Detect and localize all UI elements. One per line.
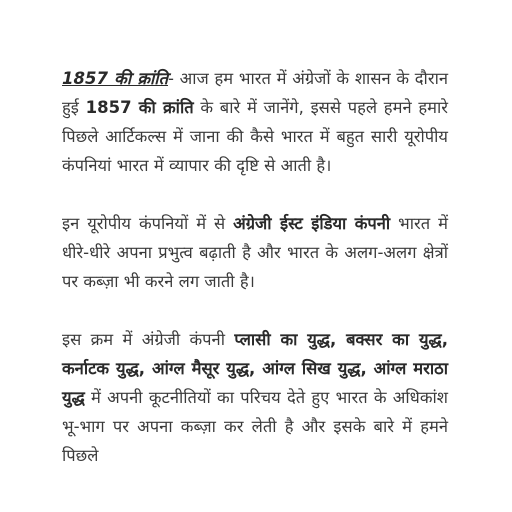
article-body <box>62 64 448 499</box>
paragraph-intro <box>62 64 448 180</box>
paragraph-east-india-company <box>62 209 448 296</box>
text-segment: के बारे में जानेंगे, इससे पहले हमने हमारे पिछले आर्टिकल्स में जाना की कैसे भारत में बहुत सारी यूरोपीय कंपनियां भारत में व्यापार की दृष्टि से आती है। <box>62 98 448 175</box>
text-segment: में अपनी कूटनीतियों का परिचय देते हुए भारत के अधिकांश भू-भाग पर अपना कब्ज़ा कर लेती है और इसके बारे में हमने पिछले <box>62 388 448 465</box>
text-segment: भारत में धीरे-धीरे अपना प्रभुत्व बढ़ाती है और भारत के अलग-अलग क्षेत्रों पर कब्ज़ा भी करने लग जाती है। <box>62 214 448 291</box>
bold-text-segment: 1857 की क्रांति <box>85 98 194 117</box>
bold-text-segment: प्लासी का युद्ध, बक्सर का युद्ध, कर्नाटक युद्ध, आंग्ल मैसूर युद्ध, आंग्ल सिख युद्ध, आंग्ल मराठा युद्ध <box>62 330 448 407</box>
text-segment: इस क्रम में अंग्रेजी कंपनी <box>62 330 235 349</box>
paragraph-wars <box>62 325 448 470</box>
text-segment: - आज हम भारत में अंग्रेजों के शासन के दौरान हुई <box>62 69 449 117</box>
text-segment: इन यूरोपीय कंपनियों में से <box>62 214 234 233</box>
bold-text-segment: अंग्रेजी ईस्ट इंडिया कंपनी <box>233 214 391 233</box>
heading-link-1857-revolution[interactable]: 1857 की क्रांति <box>62 69 168 88</box>
